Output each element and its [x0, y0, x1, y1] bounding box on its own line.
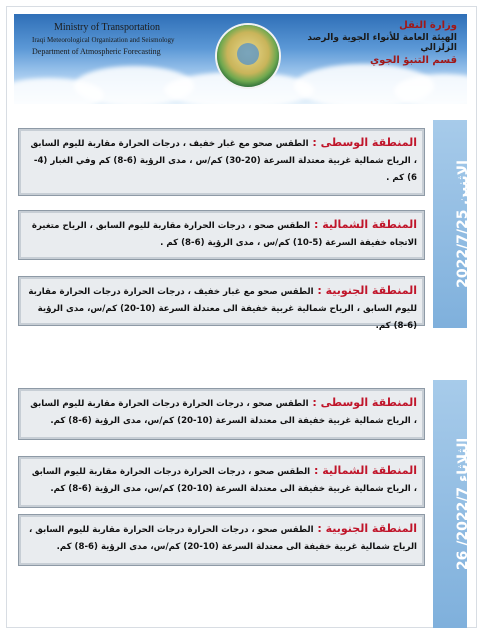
day-1-date-sidebar: الاثنين 2022/7/25 — [433, 120, 467, 328]
region-name: المنطقة الوسطى — [320, 396, 417, 409]
header-english-block — [32, 22, 182, 56]
region-forecast-text: الطقس صحو مع غبار خفيف ، درجات الحرارة درجات الحرارة مقاربة لليوم السابق ، الرياح شمالية غربية خفيفة الى معتدلة السرعة (10-20) كم/س، مدى الرؤية (6-8) كم. — [28, 287, 417, 331]
department-name-ar: قسم التنبؤ الجوي — [369, 55, 457, 66]
region-name: المنطقة الوسطى — [320, 136, 417, 149]
organization-logo — [217, 25, 279, 87]
header-arabic-block — [307, 20, 457, 66]
forecast-day-2 — [14, 380, 471, 628]
region-box-north: المنطقة الشمالية : الطقس صحو ، درجات الحرارة درجات الحرارة مقاربة لليوم السابق ، الرياح شمالية غربية خفيفة الى معتدلة السرعة (10-20) كم/س، مدى الرؤية (6-8) كم. — [18, 456, 425, 508]
ministry-name-ar: وزارة النقل — [399, 20, 457, 31]
department-name-en: Department of Atmospheric Forecasting — [32, 47, 161, 56]
logo-emblem-icon — [237, 43, 259, 65]
region-name: المنطقة الجنوبية — [325, 284, 417, 297]
region-name: المنطقة الشمالية — [322, 464, 417, 477]
day-2-date-sidebar: الثلاثاء 2022/7/ 26 — [433, 380, 467, 628]
region-name: المنطقة الشمالية — [322, 218, 417, 231]
organization-name-ar: الهيئة العامة للأنواء الجوية والرصد الزلزالي — [307, 33, 457, 53]
region-forecast-text: الطقس صحو ، درجات الحرارة درجات الحرارة مقاربة لليوم السابق ، الرياح شمالية غربية خفيفة الى معتدلة السرعة (10-20) كم/س، مدى الرؤية (6-8) كم. — [28, 525, 417, 552]
region-box-central: المنطقة الوسطى : الطقس صحو ، درجات الحرارة درجات الحرارة مقاربة لليوم السابق ، الرياح شمالية غربية خفيفة الى معتدلة السرعة (10-20) كم/س، مدى الرؤية (6-8) كم. — [18, 388, 425, 440]
region-forecast-text: الطقس صحو مع غبار خفيف ، درجات الحرارة مقاربة لليوم السابق ، الرياح شمالية غربية معتدلة السرعة (20-30) كم/س ، مدى الرؤية (6-8) كم وفي الغبار (4-6) كم . — [30, 139, 417, 183]
region-box-south: المنطقة الجنوبية : الطقس صحو مع غبار خفيف ، درجات الحرارة درجات الحرارة مقاربة لليوم السابق ، الرياح شمالية غربية خفيفة الى معتدلة السرعة (10-20) كم/س، مدى الرؤية (6-8) كم. — [18, 276, 425, 326]
forecast-day-1 — [14, 120, 471, 331]
ministry-name-en: Ministry of Transportation — [53, 22, 161, 33]
region-box-south: المنطقة الجنوبية : الطقس صحو ، درجات الحرارة درجات الحرارة مقاربة لليوم السابق ، الرياح شمالية غربية خفيفة الى معتدلة السرعة (10-20) كم/س، مدى الرؤية (6-8) كم. — [18, 514, 425, 566]
region-box-north: المنطقة الشمالية : الطقس صحو ، درجات الحرارة مقاربة لليوم السابق ، الرياح متغيرة الاتجاه خفيفة السرعة (5-10) كم/س ، مدى الرؤية (6-8) كم . — [18, 210, 425, 260]
region-name: المنطقة الجنوبية — [325, 522, 417, 535]
region-forecast-text: الطقس صحو ، درجات الحرارة مقاربة لليوم السابق ، الرياح متغيرة الاتجاه خفيفة السرعة (5-10) كم/س ، مدى الرؤية (6-8) كم . — [31, 221, 417, 248]
region-forecast-text: الطقس صحو ، درجات الحرارة درجات الحرارة مقاربة لليوم السابق ، الرياح شمالية غربية خفيفة الى معتدلة السرعة (10-20) كم/س، مدى الرؤية (6-8) كم. — [30, 399, 417, 426]
organization-name-en: Iraqi Meteorological Organization and Seismology — [32, 36, 175, 44]
region-forecast-text: الطقس صحو ، درجات الحرارة درجات الحرارة مقاربة لليوم السابق ، الرياح شمالية غربية خفيفة الى معتدلة السرعة (10-20) كم/س، مدى الرؤية (6-8) كم. — [31, 467, 417, 494]
header-banner — [14, 14, 467, 104]
region-box-central: المنطقة الوسطى : الطقس صحو مع غبار خفيف ، درجات الحرارة مقاربة لليوم السابق ، الرياح شمالية غربية معتدلة السرعة (20-30) كم/س ، مدى الرؤية (6-8) كم وفي الغبار (4-6) كم . — [18, 128, 425, 196]
